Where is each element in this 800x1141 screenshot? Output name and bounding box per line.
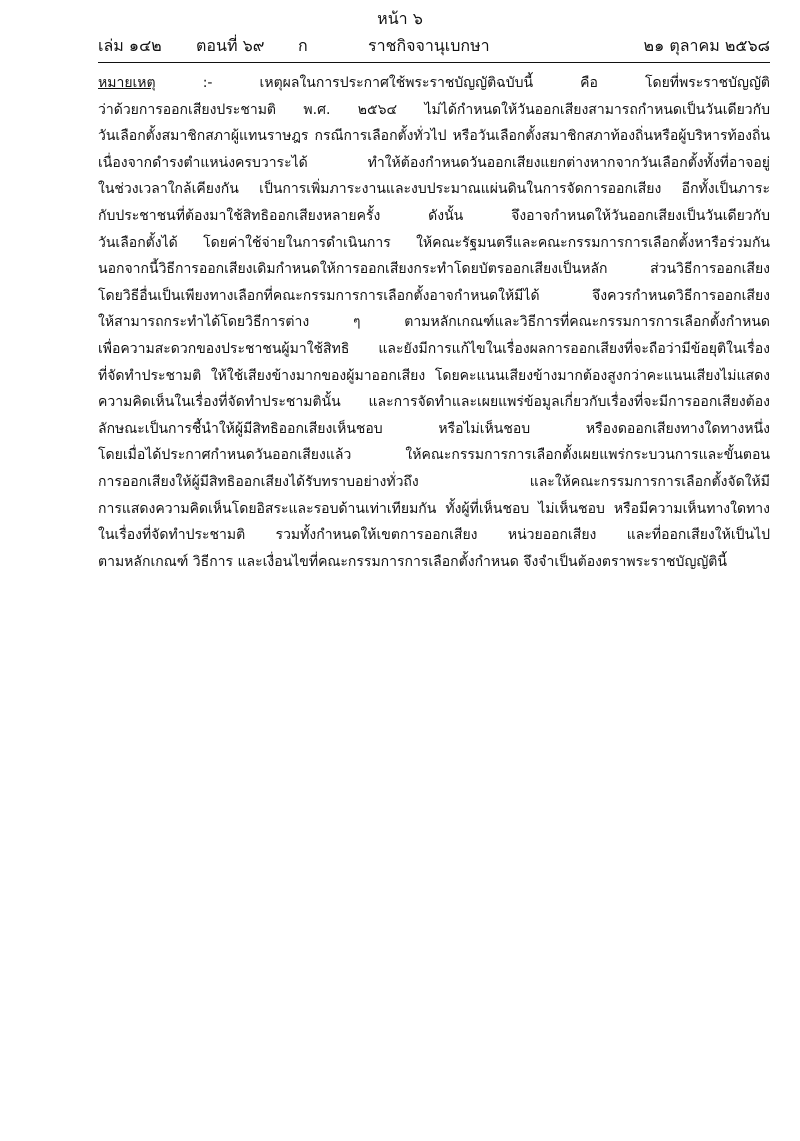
note-line: ที่จัดทำประชามติ ให้ใช้เสียงข้างมากของผู้มาออกเสียง โดยคะแนนเสียงข้างมากต้องสูงกว่าคะแนนเสียงไม่แสดง xyxy=(98,367,770,384)
gazette-header xyxy=(98,34,770,58)
volume-number: เล่ม ๑๔๒ xyxy=(98,36,162,55)
section-letter: ก xyxy=(298,36,308,55)
note-line: เนื่องจากดำรงตำแหน่งครบวาระได้ ทำให้ต้องกำหนดวันออกเสียงแยกต่างหากจากวันเลือกตั้งทั้งที่อาจอยู่ xyxy=(98,154,770,171)
page-number: หน้า ๖ xyxy=(377,9,423,28)
note-line: กับประชาชนที่ต้องมาใช้สิทธิออกเสียงหลายครั้ง ดังนั้น จึงอาจกำหนดให้วันออกเสียงเป็นวันเดียวกับ xyxy=(98,207,770,224)
note-label: หมายเหตุ xyxy=(98,75,156,91)
note-line: ว่าด้วยการออกเสียงประชามติ พ.ศ. ๒๕๖๔ ไม่ได้กำหนดให้วันออกเสียงสามารถกำหนดเป็นวันเดียวกับ xyxy=(98,101,770,118)
note-line: วันเลือกตั้งสมาชิกสภาผู้แทนราษฎร กรณีการเลือกตั้งทั่วไป หรือวันเลือกตั้งสมาชิกสภาท้องถิ่นหรือผู้บริหารท้องถิ่น xyxy=(98,128,770,145)
note-line: โดยวิธีอื่นเป็นเพียงทางเลือกที่คณะกรรมการการเลือกตั้งอาจกำหนดให้มีได้ จึงควรกำหนดวิธีการออกเสียง xyxy=(98,287,770,304)
publication-date: ๒๑ ตุลาคม ๒๕๖๘ xyxy=(643,36,770,55)
note-last-line: ตามหลักเกณฑ์ วิธีการ และเงื่อนไขที่คณะกรรมการการเลือกตั้งกำหนด จึงจำเป็นต้องตราพระราชบัญญัตินี้ xyxy=(98,553,727,570)
section-number: ตอนที่ ๖๙ xyxy=(196,36,265,55)
note-line: วันเลือกตั้งได้ โดยค่าใช้จ่ายในการดำเนินการ ให้คณะรัฐมนตรีและคณะกรรมการการเลือกตั้งหารือร่วมกัน xyxy=(98,234,770,251)
note-line: ลักษณะเป็นการชี้นำให้ผู้มีสิทธิออกเสียงเห็นชอบ หรือไม่เห็นชอบ หรืองดออกเสียงทางใดทางหนึ่ง xyxy=(98,420,770,437)
note-line: การแสดงความคิดเห็นโดยอิสระและรอบด้านเท่าเทียมกัน ทั้งผู้ที่เห็นชอบ ไม่เห็นชอบ หรือมีความเห็นทางใดทาง xyxy=(98,500,770,517)
note-line: การออกเสียงให้ผู้มีสิทธิออกเสียงได้รับทราบอย่างทั่วถึง และให้คณะกรรมการการเลือกตั้งจัดให้มี xyxy=(98,473,770,490)
note-paragraph xyxy=(98,70,770,575)
note-line: โดยเมื่อได้ประกาศกำหนดวันออกเสียงแล้ว ให้คณะกรรมการการเลือกตั้งเผยแพร่กระบวนการและขั้นตอน xyxy=(98,447,770,464)
note-line: เพื่อความสะดวกของประชาชนผู้มาใช้สิทธิ และยังมีการแก้ไขในเรื่องผลการออกเสียงที่จะถือว่ามีข้อยุติในเรื่อง xyxy=(98,340,770,357)
note-line: ให้สามารถกระทำได้โดยวิธีการต่าง ๆ ตามหลักเกณฑ์และวิธีการที่คณะกรรมการการเลือกตั้งกำหนด xyxy=(98,314,770,331)
note-line: ในเรื่องที่จัดทำประชามติ รวมทั้งกำหนดให้เขตการออกเสียง หน่วยออกเสียง และที่ออกเสียงให้เป็นไป xyxy=(98,527,770,544)
note-first-line-text: :- เหตุผลในการประกาศใช้พระราชบัญญัติฉบับนี้ คือ โดยที่พระราชบัญญัติ xyxy=(202,75,770,91)
note-line: ในช่วงเวลาใกล้เคียงกัน เป็นการเพิ่มภาระงานและงบประมาณแผ่นดินในการจัดการออกเสียง อีกทั้งเป็นภาระ xyxy=(98,181,770,198)
gazette-title: ราชกิจจานุเบกษา xyxy=(368,36,490,55)
note-line: ความคิดเห็นในเรื่องที่จัดทำประชามตินั้น และการจัดทำและเผยแพร่ข้อมูลเกี่ยวกับเรื่องที่จะมีการออกเสียงต้อง xyxy=(98,394,770,411)
note-line: นอกจากนี้วิธีการออกเสียงเดิมกำหนดให้การออกเสียงกระทำโดยบัตรออกเสียงเป็นหลัก ส่วนวิธีการออกเสียง xyxy=(98,261,770,278)
header-divider xyxy=(98,62,770,63)
note-first-line xyxy=(98,70,770,97)
